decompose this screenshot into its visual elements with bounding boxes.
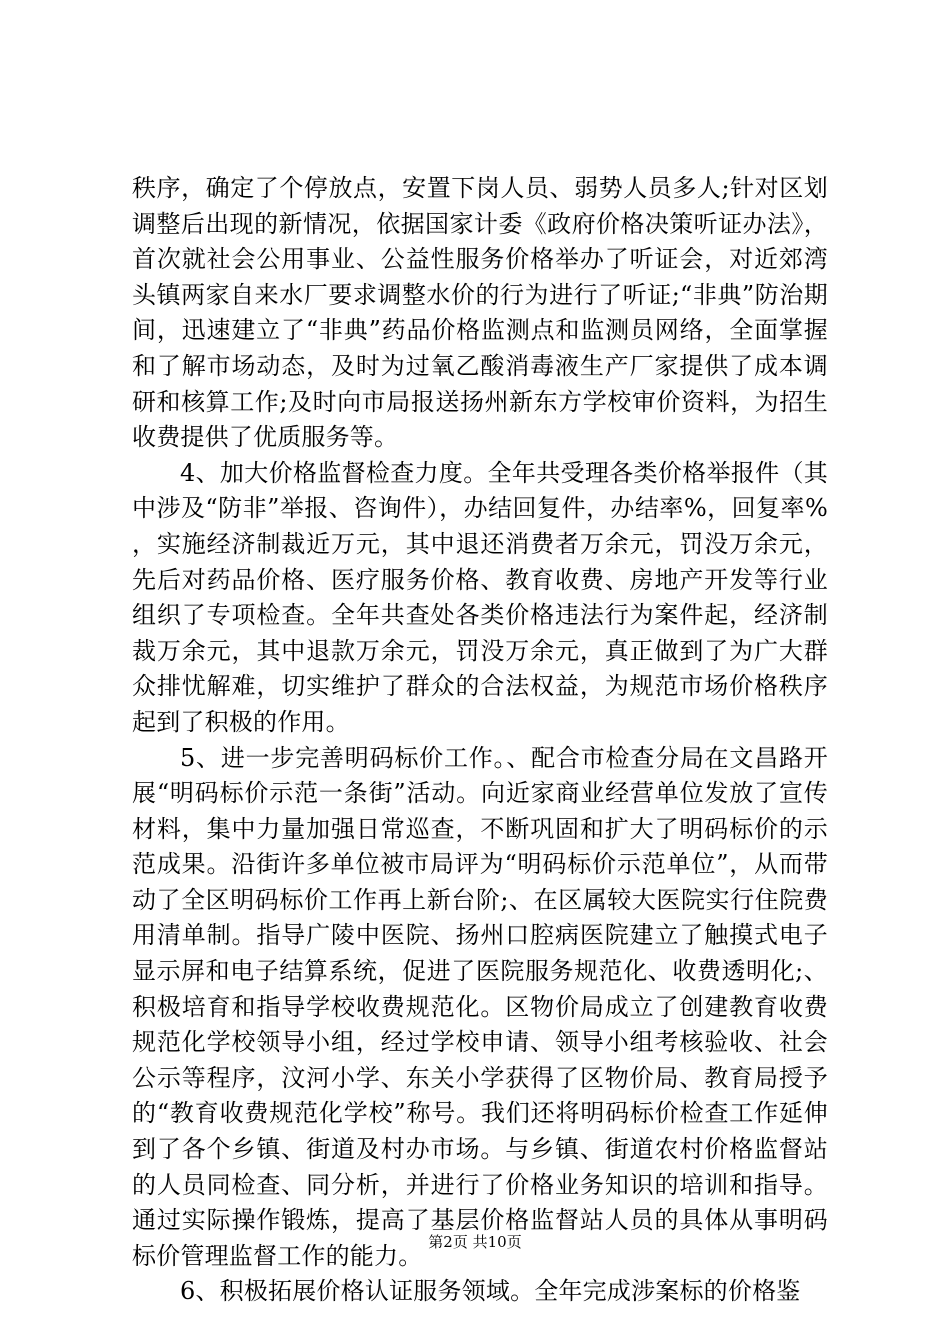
page-number-footer: 第2页 共10页 (428, 1233, 522, 1251)
document-body (132, 171, 828, 1310)
paragraph-price-supervision: 4、加大价格监督检查力度。全年共受理各类价格举报件（其中涉及“防非”举报、咨询件），办结回复件，办结率%，回复率%，实施经济制裁近万元，其中退还消费者万余元，罚没万余元，先后对药品价格、医疗服务价格、教育收费、房地产开发等行业组织了专项检查。全年共查处各类价格违法行为案件起，经济制裁万余元，其中退款万余元，罚没万余元，真正做到了为广大群众排忧解难，切实维护了群众的合法权益，为规范市场价格秩序起到了积极的作用。 (132, 458, 828, 736)
paragraph-price-marking: 5、进一步完善明码标价工作。、配合市检查分局在文昌路开展“明码标价示范一条街”活动。向近家商业经营单位发放了宣传材料，集中力量加强日常巡查，不断巩固和扩大了明码标价的示范成果。沿街许多单位被市局评为“明码标价示范单位”，从而带动了全区明码标价工作再上新台阶;、在区属较大医院实行住院费用清单制。指导广陵中医院、扬州口腔病医院建立了触摸式电子显示屏和电子结算系统，促进了医院服务规范化、收费透明化;、积极培育和指导学校收费规范化。区物价局成立了创建教育收费规范化学校领导小组，经过学校申请、领导小组考核验收、社会公示等程序，汶河小学、东关小学获得了区物价局、教育局授予的“教育收费规范化学校”称号。我们还将明码标价检查工作延伸到了各个乡镇、街道及村办市场。与乡镇、街道农村价格监督站的人员同检查、同分析，并进行了价格业务知识的培训和指导。通过实际操作锻炼，提高了基层价格监督站人员的具体从事明码标价管理监督工作的能力。 (132, 743, 828, 1270)
paragraph-price-certification: 6、积极拓展价格认证服务领域。全年完成涉案标的价格鉴 (180, 1277, 801, 1306)
paragraph-continuation: 秩序，确定了个停放点，安置下岗人员、弱势人员多人;针对区划调整后出现的新情况，依据国家计委《政府价格决策听证办法》，首次就社会公用事业、公益性服务价格举办了听证会，对近郊湾头镇两家自来水厂要求调整水价的行为进行了听证;“非典”防治期间，迅速建立了“非典”药品价格监测点和监测员网络，全面掌握和了解市场动态，及时为过氧乙酸消毒液生产厂家提供了成本调研和核算工作;及时向市局报送扬州新东方学校审价资料，为招生收费提供了优质服务等。 (132, 174, 828, 452)
